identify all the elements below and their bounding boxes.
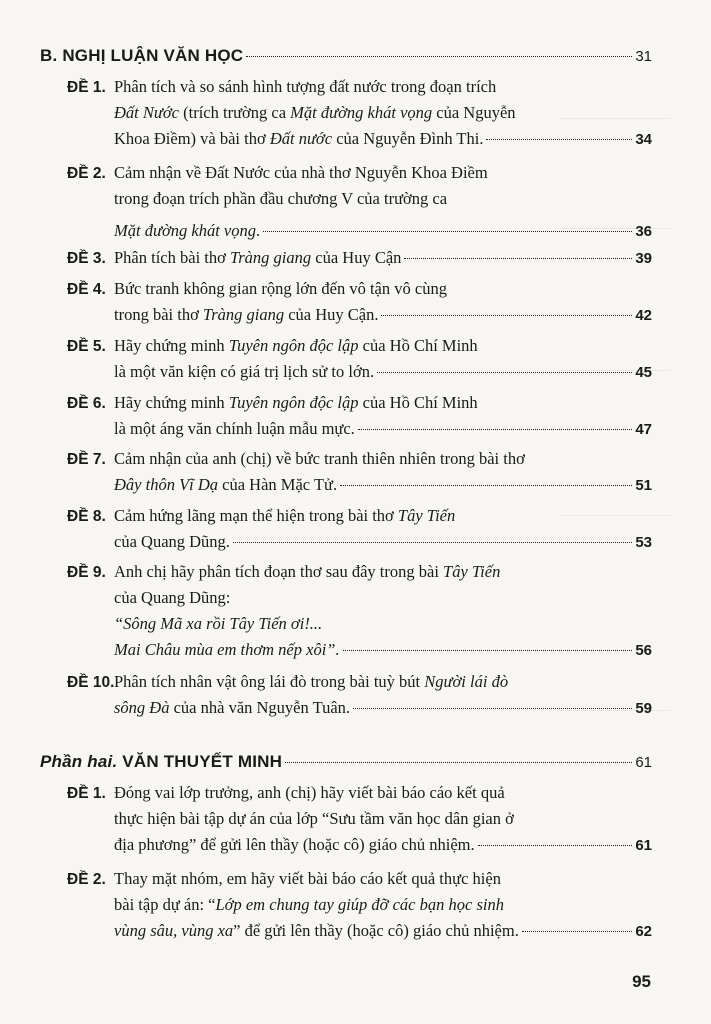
toc-entry-4	[67, 276, 652, 328]
page-ref: 39	[635, 250, 652, 267]
page-ref: 47	[635, 421, 652, 438]
toc-entry-5	[67, 333, 652, 385]
page-ref: 61	[635, 837, 652, 854]
dot-leader	[263, 231, 632, 232]
entry-text: sông Đà của nhà văn Nguyễn Tuân.	[114, 698, 351, 717]
entry-label: ĐỀ 1.	[67, 785, 106, 802]
toc-entry-1	[67, 74, 652, 152]
entry-text: bài tập dự án: “Lớp em chung tay giúp đỡ các bạn học sinh	[114, 895, 504, 914]
entry-label: ĐỀ 1.	[67, 79, 106, 96]
page-ref: 59	[635, 700, 652, 717]
section-title: B. NGHỊ LUẬN VĂN HỌC	[40, 46, 244, 65]
page-ref: 62	[635, 923, 652, 940]
toc-entry-3	[67, 245, 652, 271]
page-ref: 61	[635, 754, 652, 771]
dot-leader	[478, 845, 633, 846]
entry-label: ĐỀ 2.	[67, 165, 106, 182]
entry-text: Phân tích nhân vật ông lái đò trong bài tuỳ bút Người lái đò	[114, 672, 509, 691]
entry-label: ĐỀ 7.	[67, 451, 106, 468]
toc-entry-p2-2	[67, 866, 652, 944]
dot-leader	[343, 650, 633, 651]
entry-text: trong bài thơ Tràng giang của Huy Cận.	[114, 305, 379, 324]
page-ref: 56	[635, 642, 652, 659]
entry-text: Khoa Điềm) và bài thơ Đất nước của Nguyễn Đình Thi.	[114, 129, 484, 148]
toc-entry-2	[67, 160, 652, 244]
entry-text: Phân tích bài thơ Tràng giang của Huy Cận	[114, 248, 402, 267]
entry-text: trong đoạn trích phần đầu chương V của trường ca	[114, 189, 448, 208]
entry-label: ĐỀ 8.	[67, 508, 106, 525]
entry-label: ĐỀ 9.	[67, 564, 106, 581]
toc-entry-6	[67, 390, 652, 442]
entry-label: ĐỀ 10.	[67, 674, 115, 691]
entry-text: Đóng vai lớp trưởng, anh (chị) hãy viết bài báo cáo kết quả	[114, 783, 505, 802]
page-ref: 31	[635, 48, 652, 65]
entry-text: Bức tranh không gian rộng lớn đến vô tận vô cùng	[114, 279, 447, 298]
entry-text: Đây thôn Vĩ Dạ của Hàn Mặc Tử.	[114, 475, 338, 494]
dot-leader	[358, 429, 633, 430]
dot-leader	[404, 258, 632, 259]
dot-leader	[233, 542, 632, 543]
entry-label: ĐỀ 4.	[67, 281, 106, 298]
page-ref: 42	[635, 307, 652, 324]
toc-entry-7	[67, 446, 652, 498]
dot-leader	[340, 485, 632, 486]
toc-entry-8	[67, 503, 652, 555]
page-ref: 36	[635, 223, 652, 240]
page-number: 95	[632, 972, 651, 991]
entry-text: Đất Nước (trích trường ca Mặt đường khát vọng của Nguyễn	[114, 103, 516, 122]
dot-leader	[381, 315, 632, 316]
entry-text: Thay mặt nhóm, em hãy viết bài báo cáo kết quả thực hiện	[114, 869, 501, 888]
entry-text: Cảm hứng lãng mạn thể hiện trong bài thơ Tây Tiến	[114, 506, 456, 525]
section-title: Phần hai. VĂN THUYẾT MINH	[40, 752, 283, 771]
entry-text: vùng sâu, vùng xa” để gửi lên thầy (hoặc cô) giáo chủ nhiệm.	[114, 921, 519, 940]
entry-text: của Quang Dũng.	[114, 532, 230, 551]
entry-text: Hãy chứng minh Tuyên ngôn độc lập của Hồ Chí Minh	[114, 393, 478, 412]
entry-text: là một văn kiện có giá trị lịch sử to lớn.	[114, 362, 375, 381]
dot-leader	[285, 762, 632, 763]
dot-leader	[377, 372, 632, 373]
toc-entry-p2-1	[67, 780, 652, 858]
section-heading-part-two	[40, 752, 652, 772]
page-ref: 45	[635, 364, 652, 381]
poem-line: “Sông Mã xa rồi Tây Tiến ơi!...	[114, 614, 323, 633]
entry-text: Anh chị hãy phân tích đoạn thơ sau đây trong bài Tây Tiến	[114, 562, 501, 581]
dot-leader	[486, 139, 632, 140]
entry-label: ĐỀ 3.	[67, 250, 106, 267]
entry-text: là một áng văn chính luận mẫu mực.	[114, 419, 355, 438]
entry-text: Mặt đường khát vọng.	[114, 221, 261, 240]
entry-text: Cảm nhận về Đất Nước của nhà thơ Nguyễn Khoa Điềm	[114, 163, 488, 182]
entry-text: Phân tích và so sánh hình tượng đất nước trong đoạn trích	[114, 77, 497, 96]
toc-entry-9	[67, 559, 652, 663]
page-ref: 51	[635, 477, 652, 494]
entry-text: địa phương” để gửi lên thầy (hoặc cô) giáo chủ nhiệm.	[114, 835, 475, 854]
toc-entry-10	[67, 669, 652, 721]
dot-leader	[246, 56, 632, 57]
page-ref: 34	[635, 131, 652, 148]
entry-label: ĐỀ 2.	[67, 871, 106, 888]
entry-label: ĐỀ 6.	[67, 395, 106, 412]
entry-text: Hãy chứng minh Tuyên ngôn độc lập của Hồ Chí Minh	[114, 336, 478, 355]
page-ref: 53	[635, 534, 652, 551]
entry-text: của Quang Dũng:	[114, 588, 231, 607]
dot-leader	[522, 931, 632, 932]
entry-label: ĐỀ 5.	[67, 338, 106, 355]
dot-leader	[353, 708, 632, 709]
entry-text: thực hiện bài tập dự án của lớp “Sưu tầm văn học dân gian ở	[114, 809, 514, 828]
poem-line: Mai Châu mùa em thơm nếp xôi”.	[114, 640, 340, 659]
entry-text: Cảm nhận của anh (chị) về bức tranh thiên nhiên trong bài thơ	[114, 449, 525, 468]
section-heading-b	[40, 46, 652, 66]
